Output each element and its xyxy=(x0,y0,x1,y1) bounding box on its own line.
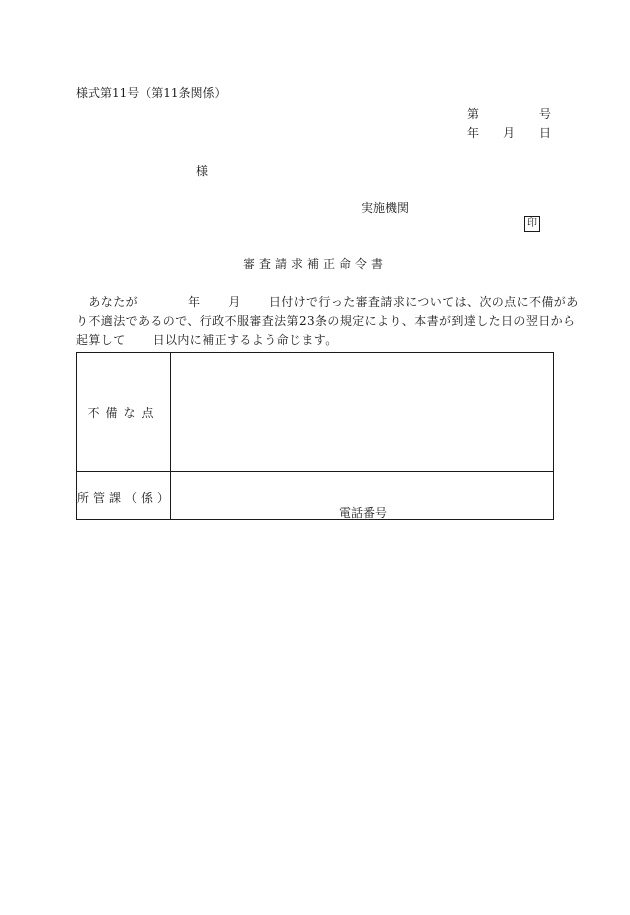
date-day-label: 日 xyxy=(539,126,552,140)
body-line-2: り不適法であるので、行政不服審査法第23条の規定により、本書が到達した日の翌日から xyxy=(76,314,576,328)
body-line-3 xyxy=(76,331,338,348)
date-year-label: 年 xyxy=(467,126,480,140)
document-number-suffix: 号 xyxy=(539,107,552,121)
body-text: 起算して xyxy=(76,333,126,347)
body-text: 日付けで行った審査請求については、次の点に不備があ xyxy=(268,295,579,309)
body-month-label: 月 xyxy=(228,295,241,309)
document-number-prefix: 第 xyxy=(467,107,480,121)
body-line-1 xyxy=(76,293,579,310)
date-month-label: 月 xyxy=(503,126,516,140)
body-text: あなたが xyxy=(76,295,139,309)
body-year-label: 年 xyxy=(188,295,201,309)
seal-stamp: 印 xyxy=(524,216,540,232)
department-label: 所管課（係） xyxy=(77,491,174,505)
deficiency-label: 不備な点 xyxy=(87,406,160,420)
table-divider-horizontal xyxy=(77,471,553,472)
body-text: 日以内に補正するよう命じます。 xyxy=(152,333,338,347)
document-title: 審査請求補正命令書 xyxy=(242,257,387,271)
phone-label: 電話番号 xyxy=(339,506,388,520)
deficiency-table xyxy=(76,352,554,520)
addressee-honorific: 様 xyxy=(196,164,209,178)
form-number: 様式第11号（第11条関係） xyxy=(76,86,227,100)
deficiency-value xyxy=(171,353,553,471)
issuer-label: 実施機関 xyxy=(361,201,410,215)
